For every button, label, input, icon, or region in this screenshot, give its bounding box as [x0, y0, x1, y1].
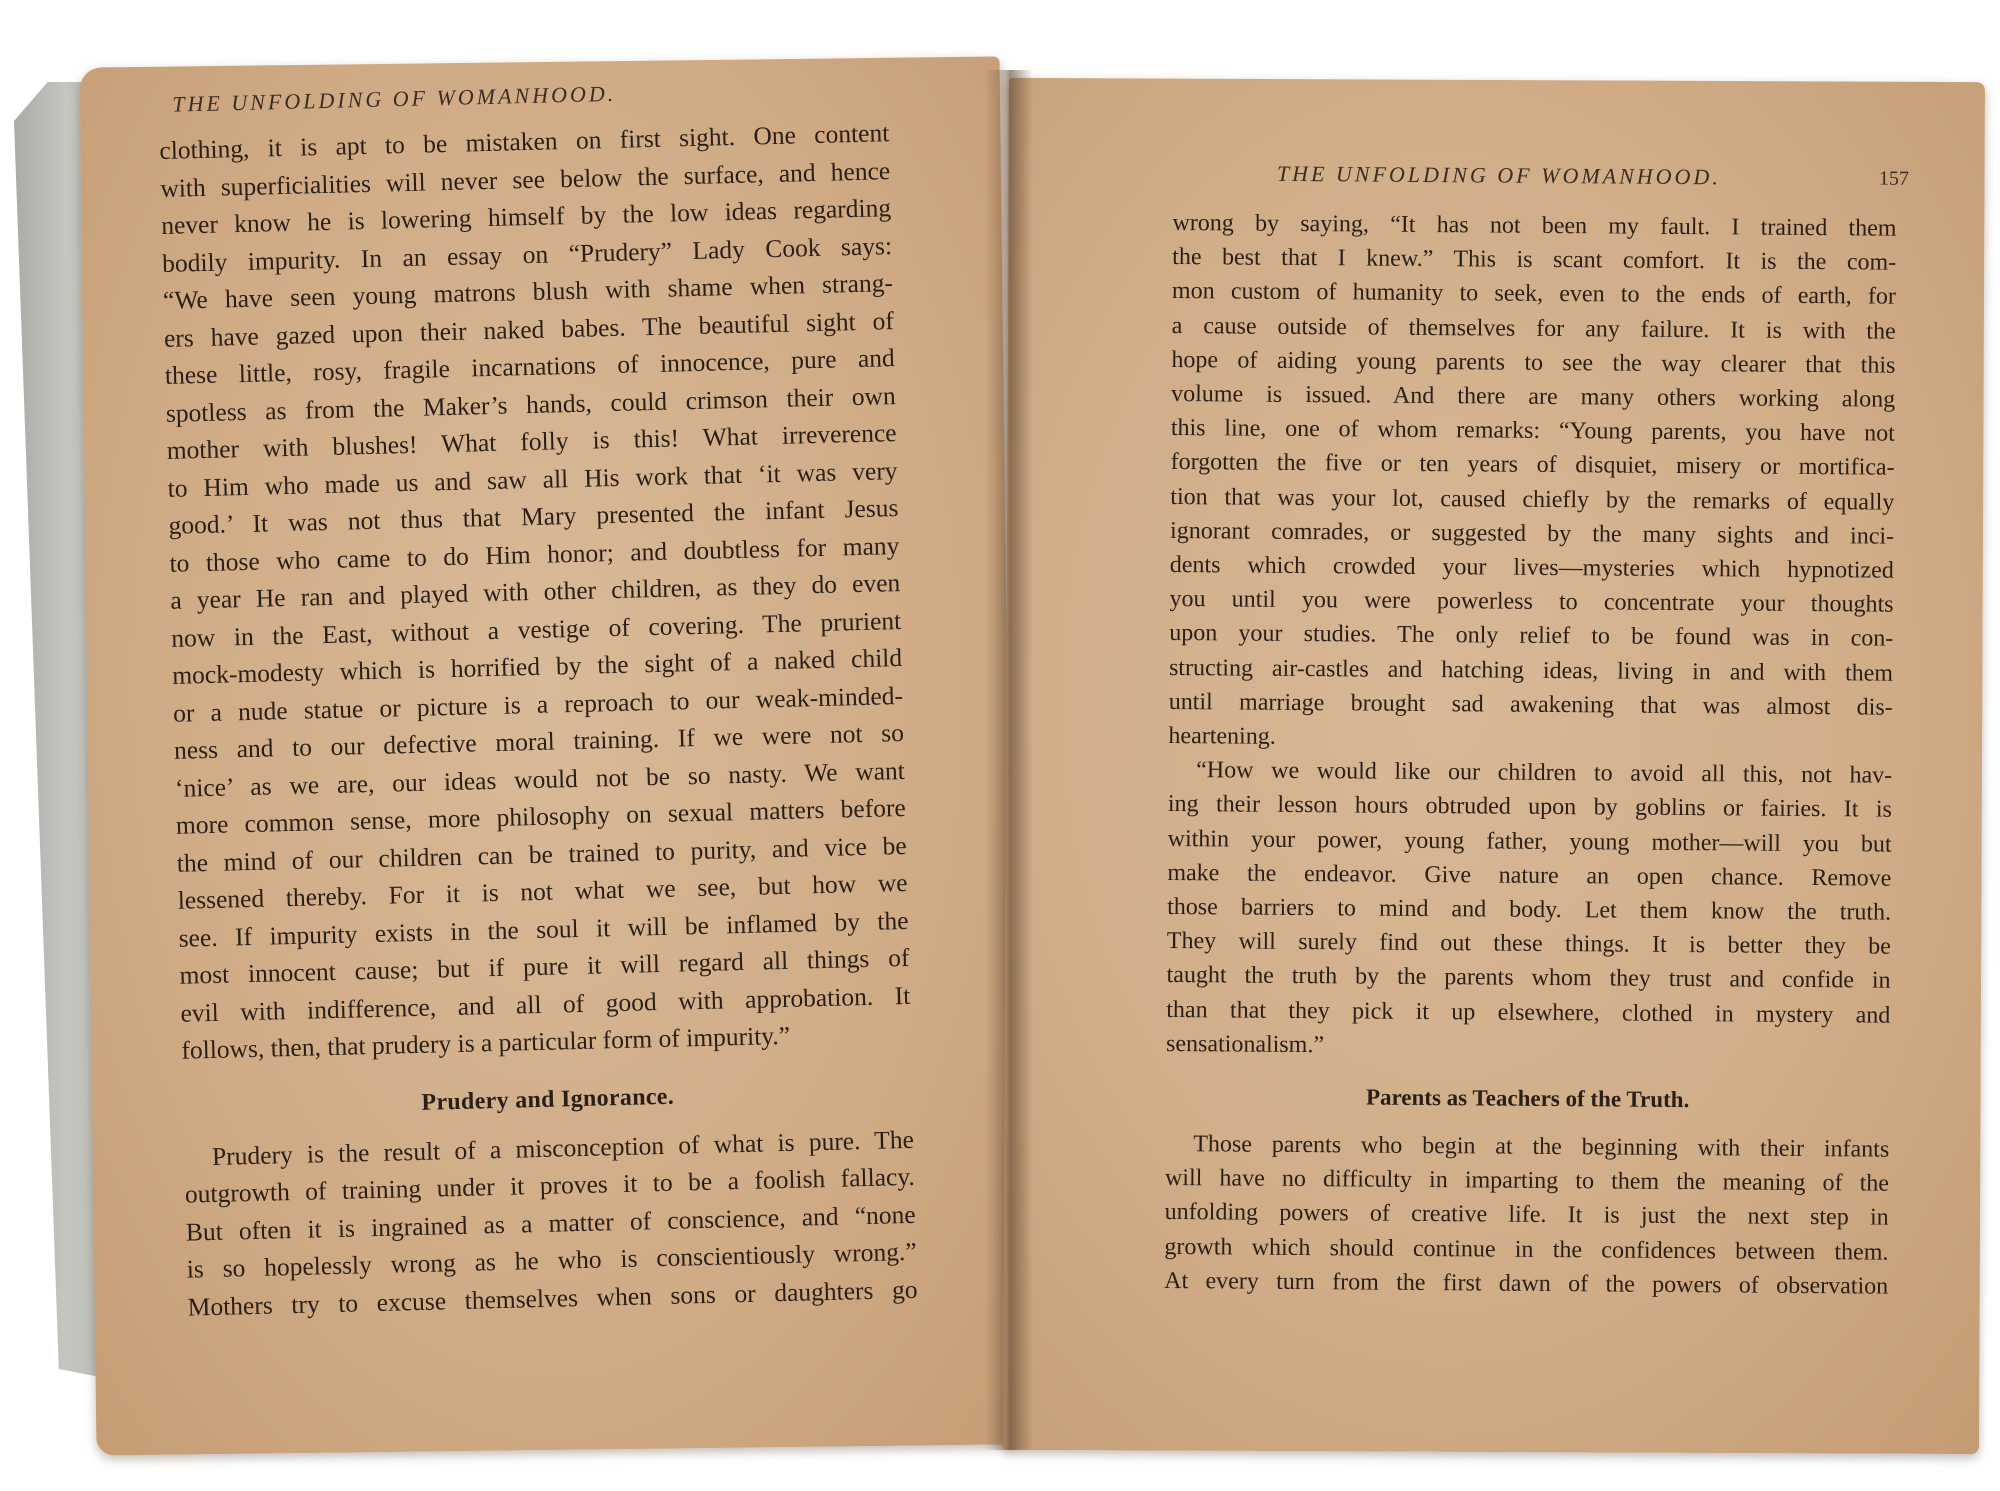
text-line: is so hopelessly wrong as he who is conscientiously wrong.”	[186, 1236, 917, 1284]
section-heading-parents: Parents as Teachers of the Truth.	[1365, 1084, 1690, 1113]
right-page-text	[1164, 160, 1909, 1304]
text-line: mon custom of humanity to seek, even to the ends of earth, for	[1171, 278, 1897, 311]
text-line: you until you were powerless to concentrate your thoughts	[1169, 586, 1894, 618]
text-line: ing their lesson hours obtruded upon by goblins or fairies. It is	[1167, 791, 1893, 824]
text-line: wrong by saying, “It has not been my fault. I trained them	[1172, 209, 1897, 242]
text-line: unfolding powers of creative life. It is just the next step in	[1164, 1199, 1889, 1232]
text-line: But often it is ingrained as a matter of conscience, and “none	[185, 1199, 916, 1247]
text-line: follows, then, that prudery is a particular form of impurity.”	[181, 1020, 791, 1065]
text-line: to Him who made us and saw all His work that ‘it was very	[167, 455, 898, 503]
text-line: spotless as from the Maker’s hands, could crimson their own	[165, 380, 896, 428]
text-line: will have no difficulty in imparting to them the meaning of the	[1164, 1165, 1890, 1197]
left-paragraph-2	[184, 1120, 918, 1325]
text-line: ness and to our defective moral training. If we were not so	[173, 717, 905, 765]
text-line: mock-modesty which is horrified by the sight of a naked child	[171, 642, 903, 690]
text-line: structing air-castles and hatching ideas, living in and with them	[1168, 654, 1894, 687]
text-line: make the endeavor. Give nature an open chance. Remove	[1167, 859, 1892, 892]
text-line: ‘nice’ as we are, our ideas would not be so nasty. We want	[174, 755, 906, 803]
text-line: Those parents who begin at the beginning with their infants	[1193, 1131, 1890, 1163]
left-paragraph-1	[159, 114, 912, 1069]
text-line: upon your studies. The only relief to be found was in con-	[1169, 620, 1894, 653]
text-line: than that they pick it up elsewhere, clothed in mystery and	[1166, 996, 1891, 1029]
text-line: dents which crowded your lives—mysteries which hypnotized	[1169, 552, 1894, 584]
left-page-text	[158, 74, 918, 1325]
text-line: Mothers try to excuse themselves when sons or daughters go	[187, 1274, 918, 1322]
text-line: the mind of our children can be trained to purity, and vice be	[176, 830, 907, 878]
text-line: ers have gazed upon their naked babes. The beautiful sight of	[163, 305, 895, 353]
text-line: They will surely find out these things. It is better they be	[1166, 928, 1891, 960]
text-line: with superficialities will never see below the surface, and hence	[159, 155, 891, 203]
book-gutter	[985, 70, 1033, 1450]
text-line: outgrowth of training under it proves it to be a foolish fallacy.	[184, 1161, 916, 1209]
text-line: to those who came to do Him honor; and doubtless for many	[169, 530, 900, 578]
text-line: now in the East, without a vestige of covering. The prurient	[170, 605, 902, 653]
text-line: Prudery is the result of a misconception of what is pure. The	[211, 1124, 915, 1171]
text-line: good.’ It was not thus that Mary presented the infant Jesus	[168, 493, 899, 540]
text-line: never know he is lowering himself by the low ideas regarding	[160, 193, 892, 240]
text-line: a cause outside of themselves for any failure. It is with the	[1171, 312, 1896, 345]
text-line: “We have seen young matrons blush with shame when strang-	[162, 268, 894, 315]
text-line: the best that I knew.” This is scant comfort. It is the com-	[1172, 244, 1897, 276]
text-line: At every turn from the first dawn of the powers of observation	[1164, 1267, 1889, 1300]
section-heading-prudery: Prudery and Ignorance.	[421, 1083, 675, 1116]
right-paragraph-2	[1166, 753, 1892, 1067]
text-line: a year He ran and played with other children, as they do even	[170, 568, 901, 615]
text-line: bodily impurity. In an essay on “Prudery” Lady Cook says:	[161, 230, 893, 278]
text-line: see. If impurity exists in the soul it will be inflamed by the	[178, 905, 909, 953]
text-line: growth which should continue in the confidences between them.	[1164, 1233, 1889, 1266]
text-line: evil with indifference, and all of good with approbation. It	[180, 980, 911, 1028]
text-line: those barriers to mind and body. Let them know the truth.	[1167, 894, 1892, 926]
text-line: heartening.	[1168, 723, 1276, 750]
text-line: or a nude statue or picture is a reproach to our weak-minded-	[172, 680, 904, 728]
text-line: volume is issued. And there are many others working along	[1171, 381, 1896, 413]
text-line: lessened thereby. For it is not what we see, but how we	[177, 867, 908, 915]
text-line: these little, rosy, fragile incarnations of innocence, pure and	[164, 343, 896, 390]
text-line: forgotten the five or ten years of disquiet, misery or mortifica-	[1170, 449, 1895, 482]
text-line: mother with blushes! What folly is this! What irreverence	[166, 418, 897, 465]
text-line: most innocent cause; but if pure it will regard all things of	[179, 942, 910, 990]
text-line: more common sense, more philosophy on sexual matters before	[175, 792, 907, 840]
text-line: hope of aiding young parents to see the way clearer that this	[1171, 346, 1896, 379]
right-paragraph-3	[1164, 1127, 1889, 1304]
text-line: tion that was your lot, caused chiefly by the remarks of equally	[1170, 483, 1895, 516]
text-line: taught the truth by the parents whom they trust and confide in	[1166, 962, 1891, 995]
text-line: sensationalism.”	[1165, 1030, 1325, 1059]
left-running-head: THE UNFOLDING OF WOMANHOOD.	[171, 80, 617, 117]
right-running-head: THE UNFOLDING OF WOMANHOOD.	[1276, 160, 1721, 190]
text-line: until marriage brought sad awakening that was almost dis-	[1168, 688, 1893, 721]
page-number: 157	[1878, 167, 1909, 190]
text-line: clothing, it is apt to be mistaken on first sight. One content	[159, 118, 890, 165]
text-line: within your power, young father, young mother—will you but	[1167, 825, 1892, 858]
text-line: this line, one of whom remarks: “Young parents, you have not	[1170, 415, 1895, 447]
text-line: “How we would like our children to avoid all this, not hav-	[1196, 757, 1893, 789]
text-line: ignorant comrades, or suggested by the many sights and inci-	[1169, 517, 1895, 550]
right-paragraph-1	[1168, 206, 1896, 759]
